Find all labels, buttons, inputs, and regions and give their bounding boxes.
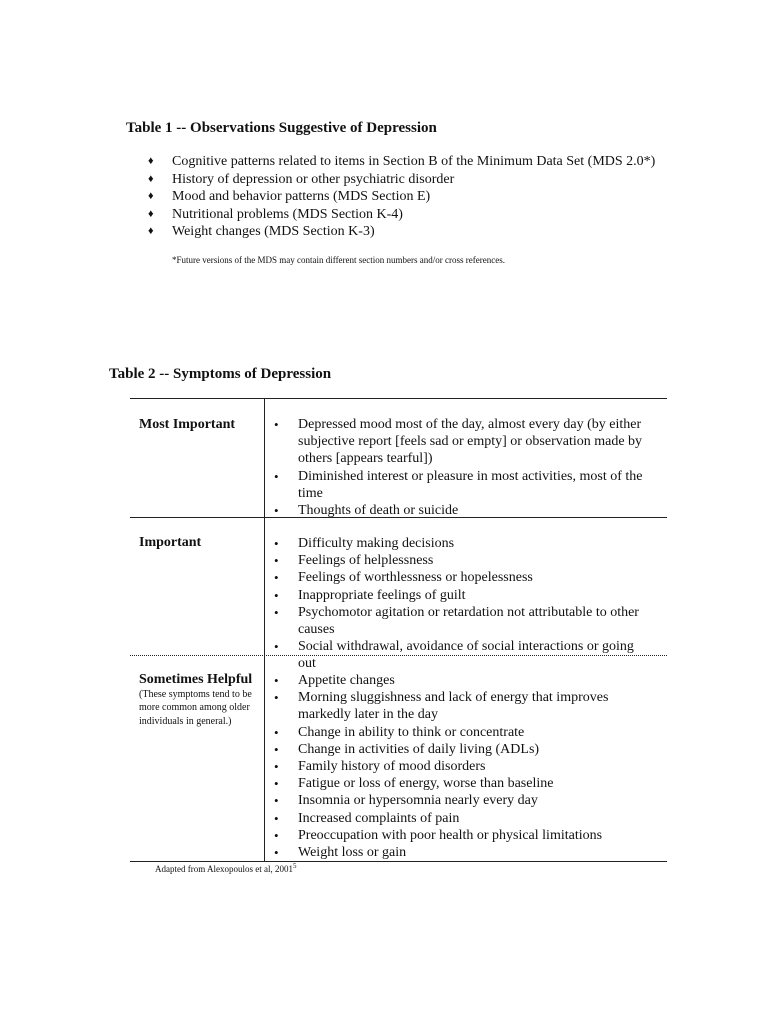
symptom-item: • Change in ability to think or concentrate bbox=[274, 724, 525, 740]
table1-item: ♦ Cognitive patterns related to items in Section B of the Minimum Data Set (MDS 2.0*) bbox=[148, 154, 656, 169]
bullet-icon: • bbox=[274, 845, 279, 861]
column-divider bbox=[264, 398, 265, 862]
table1-item: ♦ Weight changes (MDS Section K-3) bbox=[148, 224, 375, 240]
diamond-bullet-icon: ♦ bbox=[148, 190, 154, 203]
symptom-item: • Appetite changes bbox=[274, 673, 395, 688]
bullet-icon: • bbox=[274, 810, 279, 826]
table-top-rule bbox=[130, 398, 667, 399]
bullet-icon: • bbox=[274, 673, 279, 688]
symptom-item: • Social withdrawal, avoidance of social interactions or going out bbox=[274, 639, 634, 672]
bullet-icon: • bbox=[274, 468, 279, 484]
category-note: (These symptoms tend to be more common among older individuals in general.) bbox=[139, 689, 252, 727]
source-citation: Adapted from Alexopoulos et al, 2001$^5$ bbox=[155, 862, 297, 874]
symptom-item: • Insomnia or hypersomnia nearly every day bbox=[274, 793, 538, 809]
bullet-icon: • bbox=[274, 417, 279, 432]
symptom-item: • Difficulty making decisions bbox=[274, 536, 455, 551]
category-sometimes-helpful: Sometimes Helpful bbox=[139, 672, 253, 687]
symptom-item: • Feelings of worthlessness or hopelessness bbox=[274, 570, 533, 586]
table1-item: ♦ History of depression or other psychiatric disorder bbox=[148, 171, 455, 187]
table1-footnote: *Future versions of the MDS may contain different section numbers and/or cross references. bbox=[172, 255, 505, 265]
symptom-item: • Inappropriate feelings of guilt bbox=[274, 587, 466, 603]
symptom-item: • Preoccupation with poor health or physical limitations bbox=[274, 827, 603, 843]
bullet-icon: • bbox=[274, 587, 279, 603]
bullet-icon: • bbox=[274, 503, 279, 519]
symptom-list bbox=[274, 535, 649, 673]
diamond-bullet-icon: ♦ bbox=[148, 207, 154, 220]
diamond-bullet-icon: ♦ bbox=[148, 225, 154, 238]
bullet-icon: • bbox=[274, 604, 279, 620]
bullet-icon: • bbox=[274, 553, 279, 569]
table1-title: Table 1 -- Observations Suggestive of Depression bbox=[126, 120, 437, 136]
symptom-item: • Thoughts of death or suicide bbox=[274, 503, 459, 519]
bullet-icon: • bbox=[274, 741, 279, 757]
bullet-icon: • bbox=[274, 759, 279, 775]
symptom-list bbox=[274, 416, 649, 519]
symptom-item: • Family history of mood disorders bbox=[274, 759, 486, 775]
symptom-item: • Depressed mood most of the day, almost every day (by either subjective report [feels sad or empty] or observation made by others [appears tearful]) bbox=[274, 417, 643, 467]
symptom-item: • Psychomotor agitation or retardation not attributable to other causes bbox=[274, 604, 639, 638]
table2-title: Table 2 -- Symptoms of Depression bbox=[109, 366, 332, 382]
citation-superscript: 5 bbox=[292, 862, 297, 870]
table1-list bbox=[148, 153, 655, 241]
table1-item: ♦ Mood and behavior patterns (MDS Section E) bbox=[148, 189, 431, 205]
table1-item: ♦ Nutritional problems (MDS Section K-4) bbox=[148, 206, 403, 222]
diamond-bullet-icon: ♦ bbox=[148, 155, 154, 167]
symptom-item: • Diminished interest or pleasure in most activities, most of the time bbox=[274, 468, 643, 501]
bullet-icon: • bbox=[274, 793, 279, 809]
bullet-icon: • bbox=[274, 827, 279, 843]
symptom-item: • Weight loss or gain bbox=[274, 845, 407, 861]
bullet-icon: • bbox=[274, 639, 279, 655]
symptom-item: • Change in activities of daily living (ADLs) bbox=[274, 741, 540, 757]
symptom-item: • Fatigue or loss of energy, worse than baseline bbox=[274, 776, 554, 792]
symptom-item: • Increased complaints of pain bbox=[274, 810, 460, 826]
symptom-item: • Feelings of helplessness bbox=[274, 553, 434, 569]
category-most-important: Most Important bbox=[139, 417, 236, 432]
bullet-icon: • bbox=[274, 536, 279, 551]
category-important: Important bbox=[139, 535, 202, 550]
diamond-bullet-icon: ♦ bbox=[148, 172, 154, 185]
bullet-icon: • bbox=[274, 570, 279, 586]
symptom-list bbox=[274, 672, 649, 861]
symptom-item: • Morning sluggishness and lack of energy that improves markedly later in the day bbox=[274, 690, 609, 723]
bullet-icon: • bbox=[274, 724, 279, 740]
bullet-icon: • bbox=[274, 690, 279, 706]
bullet-icon: • bbox=[274, 776, 279, 792]
